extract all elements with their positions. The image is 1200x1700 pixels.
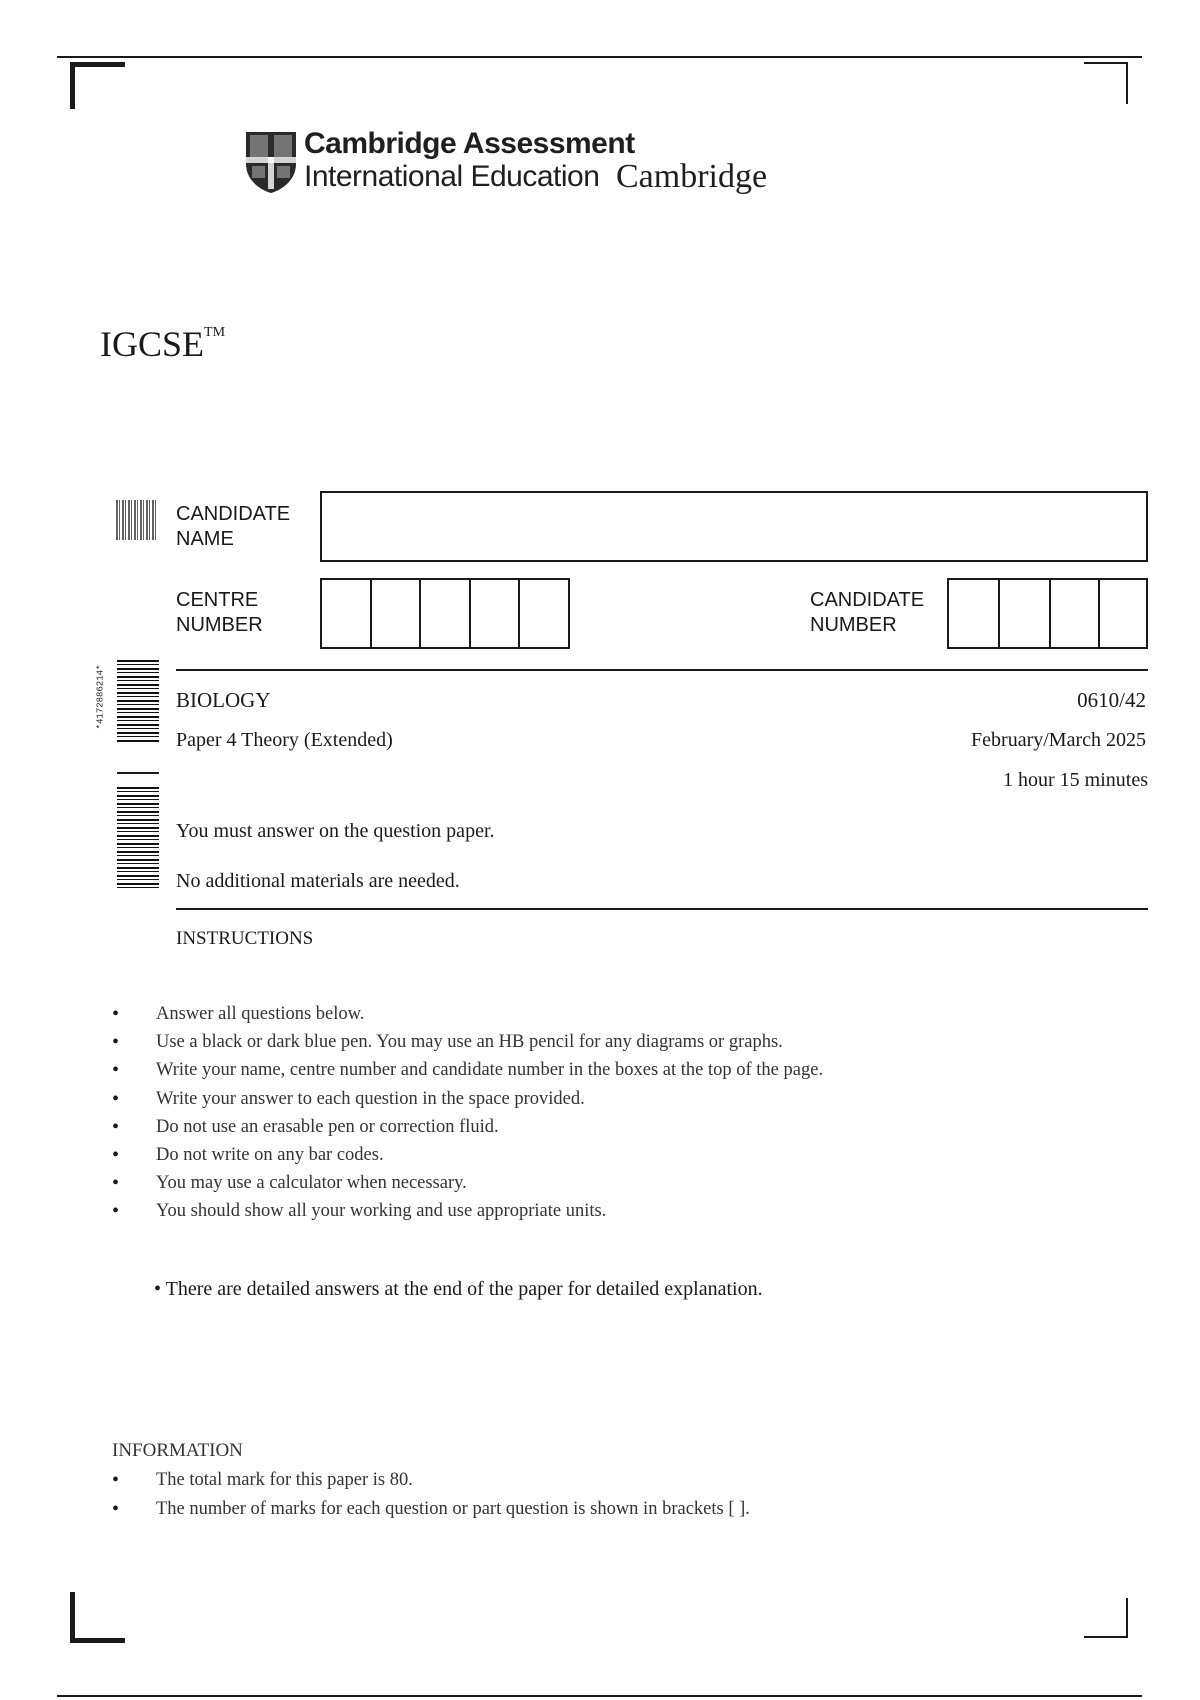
- top-border-rule: [57, 56, 1142, 58]
- candidate-number-label: [810, 588, 924, 638]
- instruction-item: • Do not write on any bar codes.: [110, 1141, 823, 1169]
- instructions-heading: INSTRUCTIONS: [176, 928, 314, 949]
- candidate-name-label: [176, 502, 290, 552]
- exam-duration: 1 hour 15 minutes: [1003, 769, 1148, 791]
- barcode-divider: [117, 772, 159, 774]
- candidate-name-box[interactable]: [320, 491, 1148, 562]
- logo-suffix: Cambridge: [616, 158, 768, 195]
- candidate-number-boxes: [947, 578, 1148, 649]
- candidate-number-label-line2: NUMBER: [810, 614, 897, 636]
- centre-number-digit-box[interactable]: [322, 580, 372, 647]
- candidate-number-label-line1: CANDIDATE: [810, 589, 925, 611]
- materials-note: No additional materials are needed.: [176, 870, 460, 892]
- detailed-answers-note: [154, 1278, 763, 1301]
- qualification-title: [100, 323, 225, 365]
- note-bullet: •: [154, 1278, 166, 1300]
- subject-name: BIOLOGY: [176, 688, 271, 712]
- centre-number-label-line1: CENTRE: [176, 589, 259, 611]
- vertical-barcode-lower: [117, 787, 159, 891]
- corner-mark-top-right: [1084, 62, 1128, 104]
- logo-line-1: Cambridge Assessment: [304, 127, 635, 160]
- barcode-text: *4172886214*: [95, 664, 106, 730]
- bottom-border-rule: [57, 1695, 1142, 1697]
- paper-code: 0610/42: [1077, 688, 1146, 712]
- corner-mark-bottom-left: [70, 1592, 125, 1643]
- instruction-item: • Use a black or dark blue pen. You may use an HB pencil for any diagrams or graphs.: [110, 1028, 823, 1056]
- instruction-item: • Write your name, centre number and candidate number in the boxes at the top of the page.: [110, 1056, 823, 1084]
- information-item: • The number of marks for each question or part question is shown in brackets [ ].: [110, 1495, 750, 1524]
- small-barcode: [116, 500, 158, 540]
- centre-number-digit-box[interactable]: [421, 580, 471, 647]
- information-list: [110, 1466, 750, 1523]
- instruction-item: • You may use a calculator when necessary.: [110, 1169, 823, 1197]
- candidate-number-digit-box[interactable]: [1000, 580, 1051, 647]
- exam-session: February/March 2025: [971, 729, 1146, 751]
- corner-mark-bottom-right: [1084, 1598, 1128, 1638]
- subject-top-rule: [176, 669, 1148, 671]
- paper-title: Paper 4 Theory (Extended): [176, 729, 393, 751]
- instructions-list: [110, 1000, 823, 1226]
- detailed-answers-text: There are detailed answers at the end of the paper for detailed explanation.: [165, 1278, 763, 1300]
- candidate-name-label-line2: NAME: [176, 528, 234, 550]
- centre-number-digit-box[interactable]: [471, 580, 520, 647]
- information-heading: INFORMATION: [112, 1440, 243, 1461]
- vertical-barcode-upper: [117, 660, 159, 744]
- qualification-name: IGCSE: [100, 324, 205, 364]
- instruction-item: • Do not use an erasable pen or correction fluid.: [110, 1113, 823, 1141]
- centre-number-label-line2: NUMBER: [176, 614, 263, 636]
- instruction-item: • Answer all questions below.: [110, 1000, 823, 1028]
- centre-number-label: [176, 588, 263, 638]
- instruction-item: • You should show all your working and use appropriate units.: [110, 1197, 823, 1225]
- candidate-name-label-line1: CANDIDATE: [176, 503, 291, 525]
- candidate-number-digit-box[interactable]: [949, 580, 1000, 647]
- centre-number-digit-box[interactable]: [372, 580, 421, 647]
- subject-bottom-rule: [176, 908, 1148, 910]
- candidate-number-digit-box[interactable]: [1051, 580, 1100, 647]
- answer-note: You must answer on the question paper.: [176, 820, 495, 842]
- university-shield-icon: [244, 130, 298, 194]
- information-item: • The total mark for this paper is 80.: [110, 1466, 750, 1495]
- cambridge-logo: [244, 127, 784, 200]
- trademark-symbol: TM: [204, 325, 226, 340]
- centre-number-boxes: [320, 578, 570, 649]
- logo-line-2: International Education: [304, 160, 600, 193]
- centre-number-digit-box[interactable]: [520, 580, 568, 647]
- candidate-number-digit-box[interactable]: [1100, 580, 1146, 647]
- corner-mark-top-left: [70, 62, 125, 109]
- instruction-item: • Write your answer to each question in the space provided.: [110, 1085, 823, 1113]
